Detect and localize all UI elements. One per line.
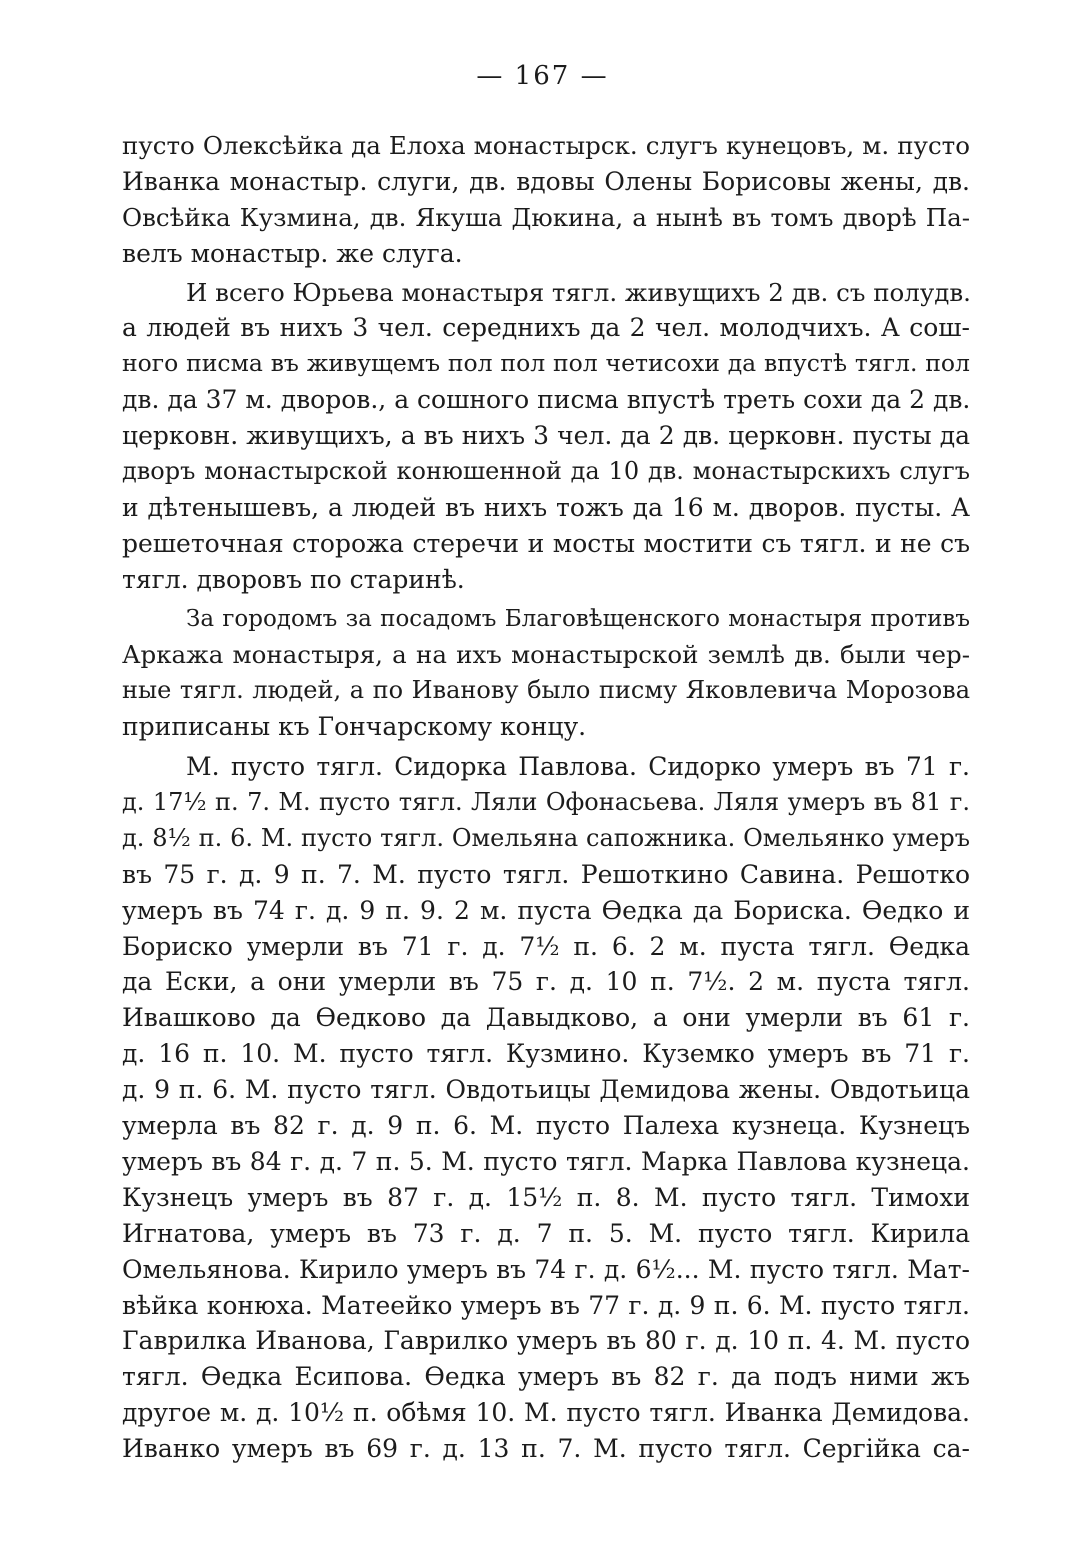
text-line: приписаны къ Гончарскому концу. [122,712,587,742]
text-line: тягл. Ѳедка Есипова. Ѳедка умеръ въ 82 г. да подъ ними жъ [122,1362,970,1392]
text-line: умеръ въ 74 г. д. 9 п. 9. 2 м. пуста Ѳедка да Бориска. Ѳедко и [122,895,970,925]
page-number: — 167 — [476,61,609,91]
text-line: умеръ въ 84 г. д. 7 п. 5. М. пусто тягл. Марка Павлова кузнеца. [122,1146,970,1176]
text-line: М. пусто тягл. Сидорка Павлова. Сидорко умеръ въ 71 г. [186,752,970,782]
text-line: Омельянова. Кирило умеръ въ 74 г. д. 6½... М. пусто тягл. Мат- [122,1254,970,1284]
text-line: д. 16 п. 10. М. пусто тягл. Кузмино. Куземко умеръ въ 71 г. [122,1039,970,1069]
text-line: решеточная сторожа стеречи и мосты мостити съ тягл. и не съ [122,528,970,558]
text-line: ные тягл. людей, а по Иванову было писму Яковлевича Морозова [122,676,970,705]
text-line: Иванко умеръ въ 69 г. д. 13 п. 7. М. пусто тягл. Сергійка са- [122,1434,970,1464]
text-line: вѣйка конюха. Матеейко умеръ въ 77 г. д. 9 п. 6. М. пусто тягл. [122,1290,970,1320]
text-line: Игнатова, умеръ въ 73 г. д. 7 п. 5. М. пусто тягл. Кирила [122,1218,970,1248]
text-line: церковн. живущихъ, а въ нихъ 3 чел. да 2 дв. церковн. пусты да [122,421,970,451]
text-line: Гаврилка Иванова, Гаврилко умеръ въ 80 г. д. 10 п. 4. М. пусто [122,1326,970,1356]
text-line: и дѣтенышевъ, а людей въ нихъ тожъ да 16 м. дворов. пусты. А [122,492,970,522]
text-line: Кузнецъ умеръ въ 87 г. д. 15½ п. 8. М. пусто тягл. Тимохи [122,1182,970,1212]
text-line: д. 8½ п. 6. М. пусто тягл. Омельяна сапожника. Омельянко умеръ [122,823,970,852]
text-line: дв. да 37 м. дворов., а сошного писма впустѣ треть сохи да 2 дв. [122,385,971,415]
text-line: За городомъ за посадомъ Благовѣщенского монастыря противъ [186,605,970,632]
text-line: другое м. д. 10½ п. обѣмя 10. М. пусто тягл. Иванка Демидова. [122,1398,970,1428]
text-line: а людей въ нихъ 3 чел. середнихъ да 2 чел. молодчихъ. А сош- [122,313,970,343]
text-line: Бориско умерли въ 71 г. д. 7½ п. 6. 2 м. пуста тягл. Ѳедка [122,931,970,961]
text-line: Иванка монастыр. слуги, дв. вдовы Олены Борисовы жены, дв. [122,166,970,196]
text-line: д. 9 п. 6. М. пусто тягл. Овдотьицы Демидова жены. Овдотьица [122,1075,970,1105]
text-line: велъ монастыр. же слуга. [122,238,463,268]
text-line: д. 17½ п. 7. М. пусто тягл. Ляли Офонасьева. Ляля умеръ въ 81 г. [122,788,970,817]
text-line: И всего Юрьева монастыря тягл. живущихъ 2 дв. съ полудв. [186,277,971,307]
text-line: умерла въ 82 г. д. 9 п. 6. М. пусто Палеха кузнеца. Кузнецъ [122,1111,970,1141]
text-line: въ 75 г. д. 9 п. 7. М. пусто тягл. Решоткино Савина. Решотко [122,859,970,889]
text-line: тягл. дворовъ по старинѣ. [122,564,465,594]
text-line: да Ески, а они умерли въ 75 г. д. 10 п. 7½. 2 м. пуста тягл. [122,967,970,997]
text-line: ного писма въ живущемъ пол пол пол четисохи да впустѣ тягл. пол [122,349,970,378]
text-line: пусто Олексѣйка да Елоха монастырск. слугъ кунецовъ, м. пусто [122,131,970,160]
text-block [122,128,970,1467]
text-line: Овсѣйка Кузмина, дв. Якуша Дюкина, а нынѣ въ томъ дворѣ Па- [122,202,970,232]
text-line: Аркажа монастыря, а на ихъ монастырской землѣ дв. были чер- [122,640,970,670]
text-line: Ивашково да Ѳедково да Давыдково, а они умерли въ 61 г. [122,1003,970,1033]
text-line: дворъ монастырской конюшенной да 10 дв. монастырскихъ слугъ [122,457,970,486]
